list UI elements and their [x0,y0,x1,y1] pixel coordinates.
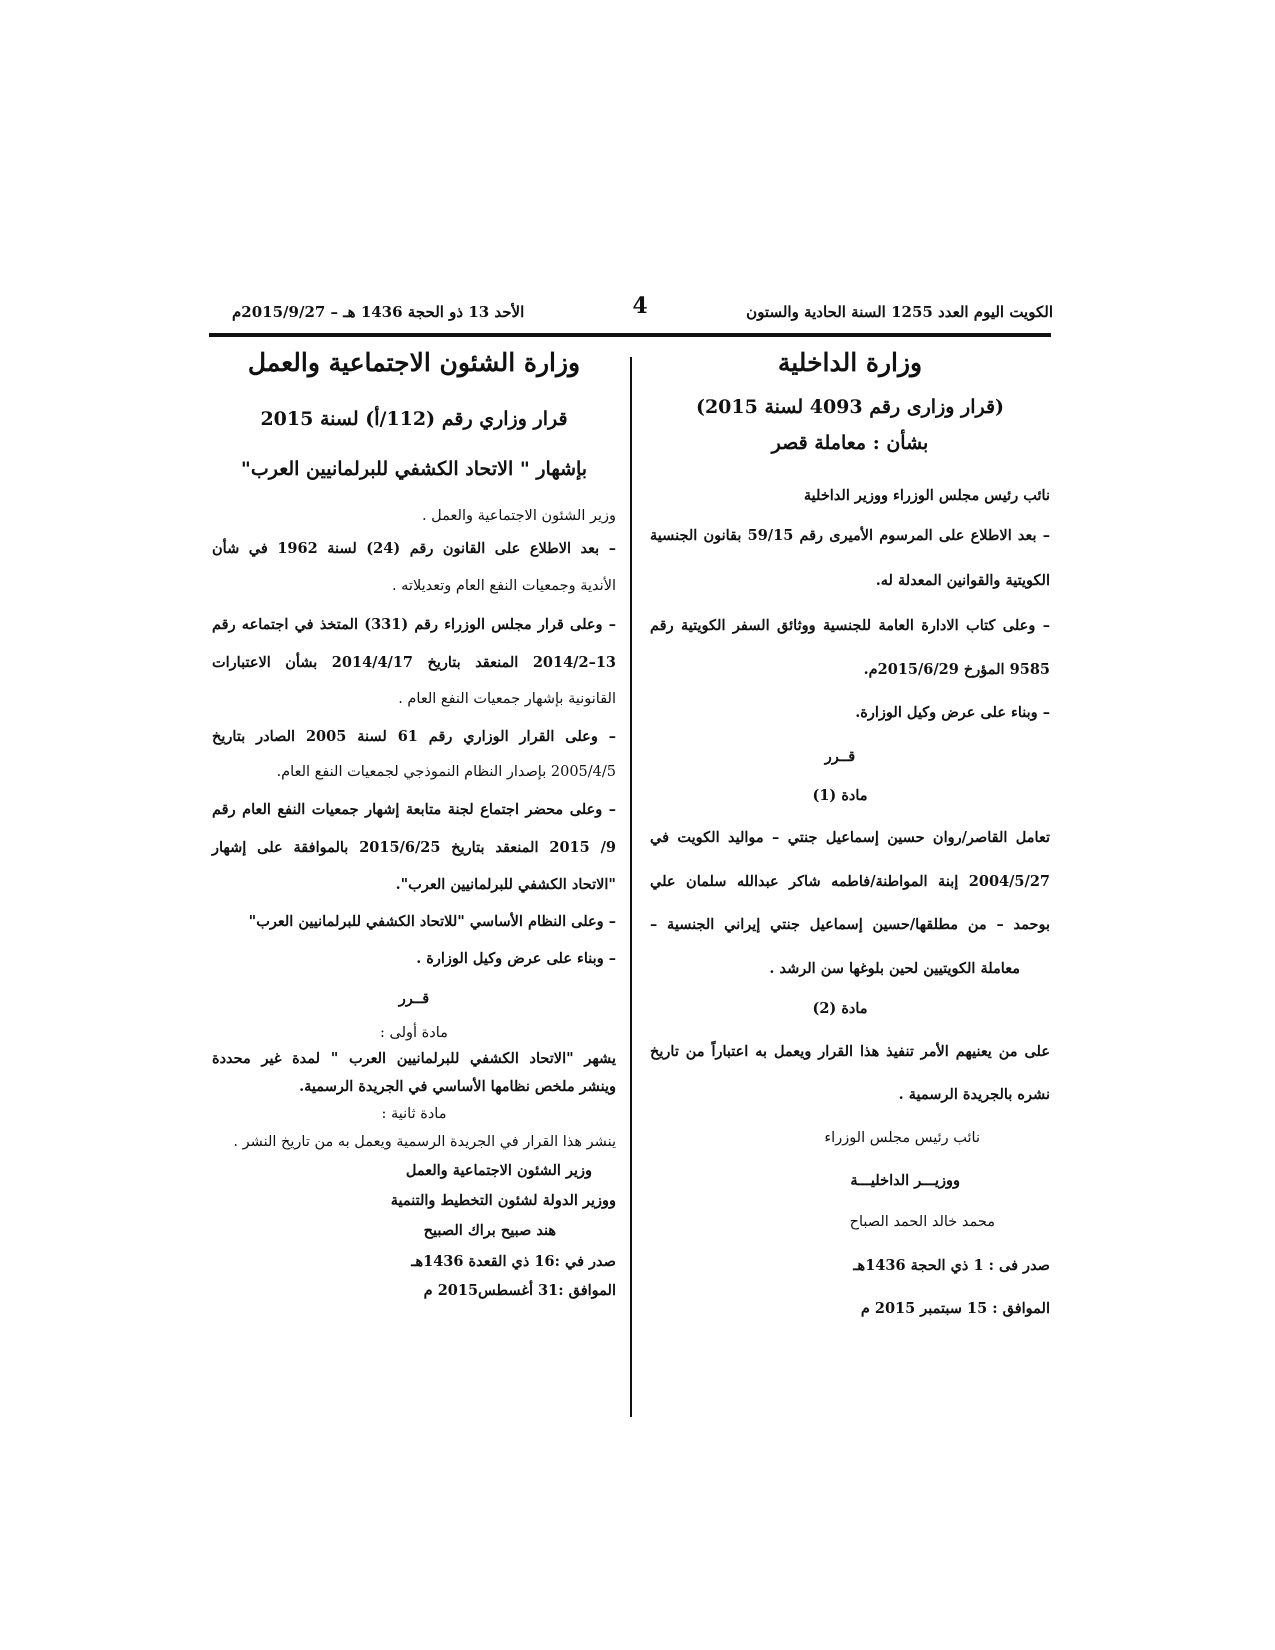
decision-subject: بإشهار " الاتحاد الكشفي للبرلمانيين العرب" [240,458,588,480]
article-2-title: مادة ثانية : [381,1106,447,1122]
issued-date: صدر فى : 1 ذي الحجة 1436هـ [853,1257,1050,1274]
corresponding-date: الموافق :31 أغسطس2015 م [423,1282,616,1299]
decision-number: قرار وزاري رقم (112/أ) لسنة 2015 [260,408,568,430]
article-1-line: 2004/5/27 إبنة المواطنة/فاطمه شاكر عبدالله سلمان علي [650,873,1050,890]
recital-line: – وعلى النظام الأساسي "للاتحاد الكشفي للبرلمانيين العرب" [248,913,616,930]
issued-date: صدر في :16 ذي القعدة 1436هـ [411,1253,616,1270]
article-2-line: على من يعنيهم الأمر تنفيذ هذا القرار ويعمل به اعتباراً من تاريخ [650,1043,1050,1060]
recital-line: – وبناء على عرض وكيل الوزارة. [855,704,1050,721]
signatory-title-1: وزير الشئون الاجتماعية والعمل [405,1162,592,1179]
header-date: الأحد 13 ذو الحجة 1436 هـ – 2015/9/27م [232,303,525,321]
article-2-line: ينشر هذا القرار في الجريدة الرسمية ويعمل به من تاريخ النشر . [233,1134,616,1150]
recital-line: – وبناء على عرض وكيل الوزارة . [416,950,616,967]
signatory-title-2: ووزير الدولة لشئون التخطيط والتنمية [390,1192,616,1209]
recital-line: 9/ 2015 المنعقد بتاريخ 2015/6/25 بالموافقة على إشهار [212,839,616,856]
header-rule [209,333,1051,337]
article-1-title: مادة أولى : [380,1025,448,1041]
recital-line: 9585 المؤرخ 2015/6/29م. [863,661,1050,678]
signatory-title-1: نائب رئيس مجلس الوزراء [824,1130,980,1146]
recital-line: – وعلى كتاب الادارة العامة للجنسية ووثائق السفر الكويتية رقم [650,617,1050,634]
signatory-name: محمد خالد الحمد الصباح [849,1214,995,1230]
recital-line: الأندية وجمعيات النفع العام وتعديلاته . [391,578,616,594]
ministry-title: وزارة الشئون الاجتماعية والعمل [247,348,581,377]
signatory-title-2: ووزيـــر الداخليـــة [850,1172,960,1189]
recital-line: "الاتحاد الكشفي للبرلمانيين العرب". [395,876,616,893]
issuer-line: نائب رئيس مجلس الوزراء ووزير الداخلية [803,487,1050,504]
signatory-name: هند صبيح براك الصبيح [423,1222,556,1239]
article-1-line: تعامل القاصر/روان حسين إسماعيل جنتي – مواليد الكويت في [650,829,1050,846]
article-1-line: يشهر "الاتحاد الكشفي للبرلمانيين العرب " لمدة غير محددة [212,1050,616,1067]
decides-heading: قــرر [824,748,856,765]
article-1-line: وينشر ملخص نظامها الأساسي في الجريدة الرسمية. [299,1078,616,1095]
column-divider [630,357,632,1417]
recital-line: الكويتية والقوانين المعدلة له. [875,572,1050,589]
decides-heading: قــرر [398,990,430,1007]
recital-line: – وعلى محضر اجتماع لجنة متابعة إشهار جمعيات النفع العام رقم [212,801,616,818]
article-1-title: مادة (1) [812,787,868,804]
issuer-line: وزير الشئون الاجتماعية والعمل . [421,508,616,524]
article-2-line: نشره بالجريدة الرسمية . [898,1086,1050,1103]
corresponding-date: الموافق : 15 سبتمبر 2015 م [860,1300,1050,1317]
ministry-title: وزارة الداخلية [777,348,923,377]
recital-line: – وعلى القرار الوزاري رقم 61 لسنة 2005 الصادر بتاريخ [212,728,616,745]
recital-line: – بعد الاطلاع على المرسوم الأميرى رقم 59/15 بقانون الجنسية [650,527,1051,544]
recital-line: 13–2014/2 المنعقد بتاريخ 2014/4/17 بشأن الاعتبارات [212,654,616,671]
header-issue-info: الكويت اليوم العدد 1255 السنة الحادية والستون [746,303,1053,321]
recital-line: – وعلى قرار مجلس الوزراء رقم (331) المتخذ في اجتماعه رقم [212,616,616,633]
recital-line: القانونية بإشهار جمعيات النفع العام . [398,691,616,707]
article-1-line: بوحمد – من مطلقها/حسين إسماعيل جنتي إيراني الجنسية – [650,916,1050,933]
page-number: 4 [632,293,648,319]
decision-subject: بشأن : معاملة قصر [771,432,929,454]
article-1-line: معاملة الكويتيين لحين بلوغها سن الرشد . [769,960,1020,977]
decision-number: (قرار وزارى رقم 4093 لسنة 2015) [695,396,1005,418]
article-2-title: مادة (2) [812,1000,868,1017]
recital-line: 2005/4/5 بإصدار النظام النموذجي لجمعيات النفع العام. [276,764,616,780]
recital-line: – بعد الاطلاع على القانون رقم (24) لسنة 1962 في شأن [212,540,616,557]
